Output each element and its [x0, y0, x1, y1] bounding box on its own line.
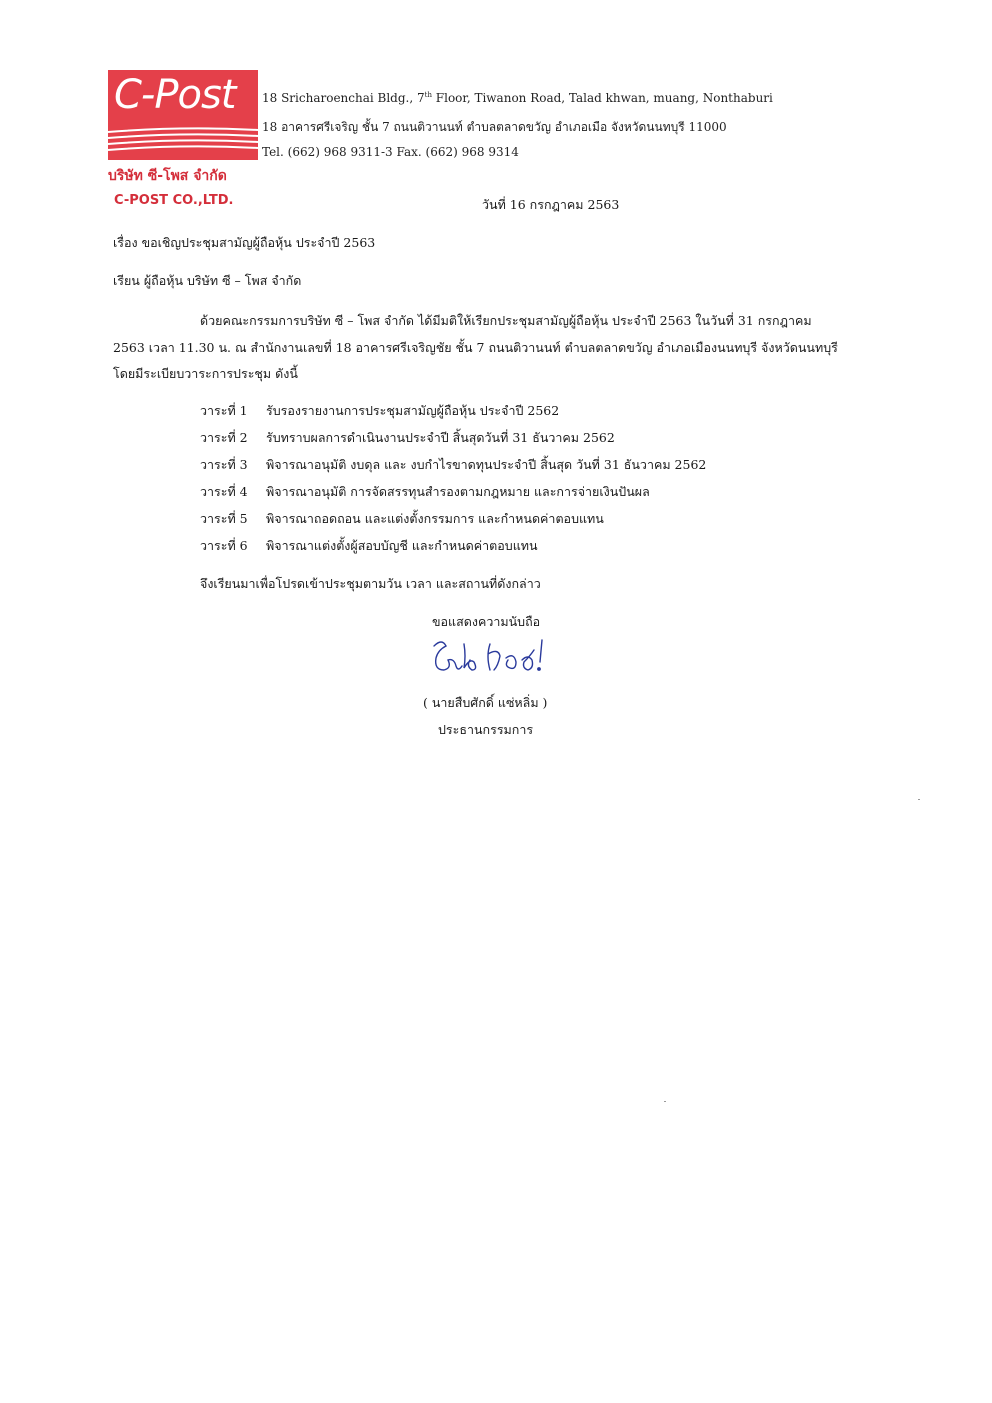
agenda-item: [200, 509, 604, 529]
company-name-english: C-POST CO.,LTD.: [114, 193, 234, 208]
signer-title: ประธานกรรมการ: [438, 722, 534, 737]
c-post-logo: [108, 70, 258, 160]
agenda-number: วาระที่ 1: [200, 403, 248, 418]
agenda-item: [200, 536, 538, 556]
letter-recipient: เรียน ผู้ถือหุ้น บริษัท ซี – โพส จำกัด: [113, 273, 302, 288]
address-english-sup: th: [424, 91, 432, 99]
closing-request: จึงเรียนมาเพื่อโปรดเข้าประชุมตามวัน เวลา และสถานที่ดังกล่าว: [200, 576, 541, 591]
agenda-item: [200, 482, 650, 502]
agenda-number: วาระที่ 2: [200, 430, 248, 445]
phone-fax: Tel. (662) 968 9311-3 Fax. (662) 968 9314: [262, 145, 519, 159]
address-english-part1: 18 Sricharoenchai Bldg., 7: [262, 91, 425, 105]
agenda-number: วาระที่ 6: [200, 538, 248, 553]
agenda-text: พิจารณาแต่งตั้งผู้สอบบัญชี และกำหนดค่าตอบแทน: [266, 538, 538, 553]
agenda-item: [200, 428, 615, 448]
body-line-1: ด้วยคณะกรรมการบริษัท ซี – โพส จำกัด ได้มีมติให้เรียกประชุมสามัญผู้ถือหุ้น ประจำปี 2563 ในวันที่ 31 กรกฎาคม: [200, 313, 812, 328]
body-line-3: โดยมีระเบียบวาระการประชุม ดังนี้: [113, 366, 298, 381]
agenda-number: วาระที่ 3: [200, 457, 248, 472]
agenda-text: พิจารณาถอดถอน และแต่งตั้งกรรมการ และกำหนดค่าตอบแทน: [266, 511, 604, 526]
logo-stripes-icon: [108, 124, 258, 160]
scan-speck: [664, 1101, 666, 1102]
agenda-text: รับรองรายงานการประชุมสามัญผู้ถือหุ้น ประจำปี 2562: [266, 403, 560, 418]
agenda-number: วาระที่ 4: [200, 484, 248, 499]
regards: ขอแสดงความนับถือ: [432, 614, 541, 629]
address-thai: 18 อาคารศรีเจริญ ชั้น 7 ถนนติวานนท์ ตำบลตลาดขวัญ อำเภอเมือ จังหวัดนนทบุรี 11000: [262, 120, 727, 134]
agenda-item: [200, 401, 559, 421]
signer-name: ( นายสืบศักดิ์ แซ่หลิ่ม ): [423, 695, 548, 710]
agenda-text: พิจารณาอนุมัติ งบดุล และ งบกำไรขาดทุนประจำปี สิ้นสุด วันที่ 31 ธันวาคม 2562: [266, 457, 707, 472]
agenda-text: พิจารณาอนุมัติ การจัดสรรทุนสำรองตามกฎหมาย และการจ่ายเงินปันผล: [266, 484, 650, 499]
logo-text: C-Post: [114, 72, 236, 118]
scan-speck: [918, 799, 920, 800]
body-line-2: 2563 เวลา 11.30 น. ณ สำนักงานเลขที่ 18 อาคารศรีเจริญชัย ชั้น 7 ถนนติวานนท์ ตำบลตลาดขวัญ อำเภอเมืองนนทบุรี จังหวัดนนทบุรี: [113, 340, 838, 355]
letter-subject: เรื่อง ขอเชิญประชุมสามัญผู้ถือหุ้น ประจำปี 2563: [113, 235, 376, 250]
address-english: [262, 91, 773, 105]
signature-icon: [428, 636, 558, 678]
address-english-part2: Floor, Tiwanon Road, Talad khwan, muang, Nonthaburi: [431, 91, 773, 105]
company-name-thai: บริษัท ซี-โพส จำกัด: [108, 168, 227, 184]
letter-date: วันที่ 16 กรกฎาคม 2563: [482, 197, 620, 212]
agenda-item: [200, 455, 706, 475]
agenda-text: รับทราบผลการดำเนินงานประจำปี สิ้นสุดวันที่ 31 ธันวาคม 2562: [266, 430, 615, 445]
agenda-number: วาระที่ 5: [200, 511, 248, 526]
